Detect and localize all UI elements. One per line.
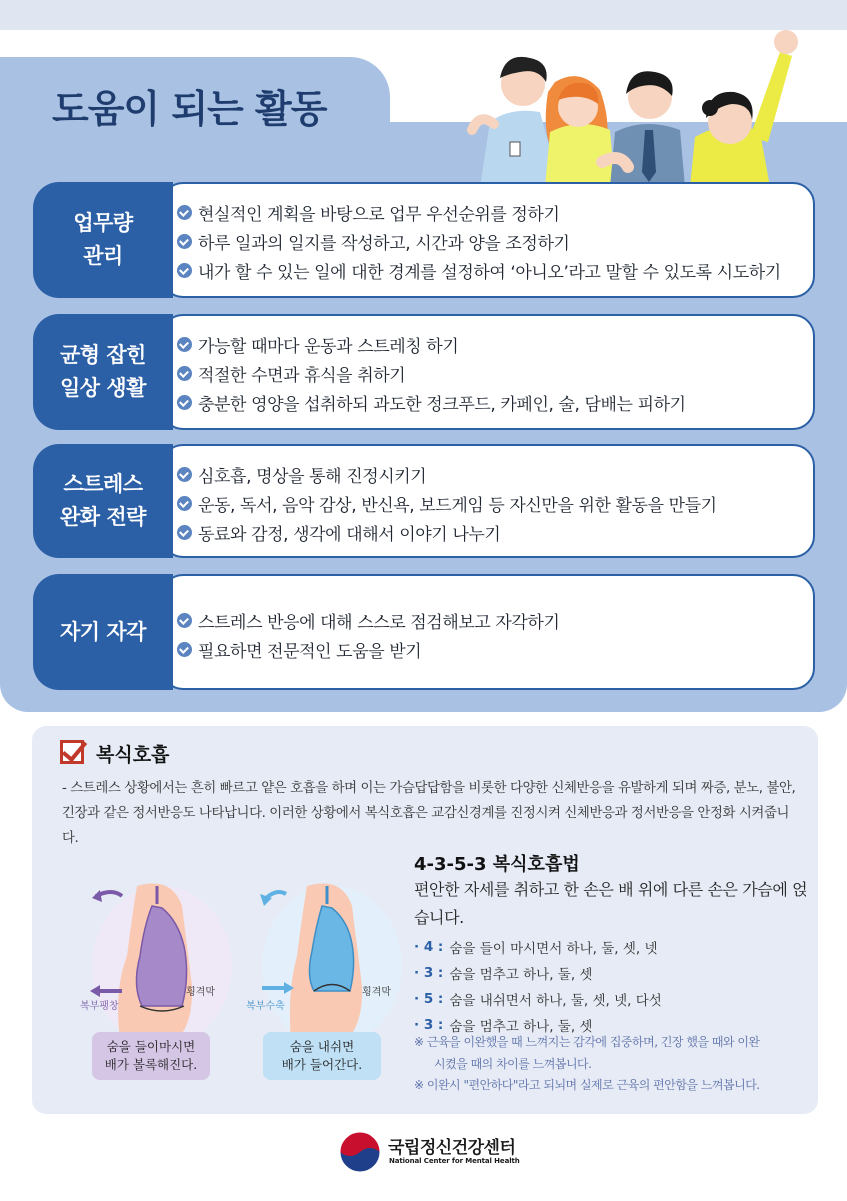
method-steps bbox=[414, 934, 814, 1038]
list-item: 가능할 때마다 운동과 스트레칭 하기 bbox=[177, 330, 813, 359]
list-item: · 3 : 숨을 멈추고 하나, 둘, 셋 bbox=[414, 1017, 593, 1035]
section-label: 업무량 관리 bbox=[33, 182, 173, 298]
section-label: 스트레스 완화 전략 bbox=[33, 444, 173, 558]
breathing-description: - 스트레스 상황에서는 흔히 빠르고 얕은 호흡을 하며 이는 가슴답답함을 비롯한 다양한 신체반응을 유발하게 되며 짜증, 분노, 불안, 긴장과 같은 정서반응도 나타납니다. 이러한 상황에서 복식호흡은 교감신경계를 진정시켜 신체반응과 정서반응을 안정화 시켜줍니다. bbox=[62, 781, 796, 846]
checkbox-icon bbox=[60, 740, 84, 764]
section-label: 자기 자각 bbox=[33, 574, 173, 690]
list-item: 내가 할 수 있는 일에 대한 경계를 설정하여 ‘아니오’라고 말할 수 있도록 시도하기 bbox=[177, 256, 813, 285]
check-circle-icon bbox=[177, 366, 192, 381]
section-body bbox=[161, 574, 815, 690]
abdomen-contract-label: 복부수축 bbox=[246, 1001, 285, 1012]
page-title: 도움이 되는 활동 bbox=[52, 87, 327, 131]
ncmh-logo-icon bbox=[338, 1130, 382, 1174]
list-item: 스트레스 반응에 대해 스스로 점검해보고 자각하기 bbox=[177, 606, 813, 635]
check-circle-icon bbox=[177, 525, 192, 540]
list-item: 현실적인 계획을 바탕으로 업무 우선순위를 정하기 bbox=[177, 198, 813, 227]
section-body bbox=[161, 314, 815, 430]
check-circle-icon bbox=[177, 263, 192, 278]
check-circle-icon bbox=[177, 467, 192, 482]
list-item: 심호흡, 명상을 통해 진정시키기 bbox=[177, 460, 813, 489]
method-title: 4-3-5-3 복식호흡법 bbox=[414, 854, 580, 875]
person-illustration-3 bbox=[602, 71, 685, 187]
abdomen-expand-label: 복부팽창 bbox=[80, 1001, 119, 1012]
list-item: · 3 : 숨을 멈추고 하나, 둘, 셋 bbox=[414, 965, 593, 983]
check-circle-icon bbox=[177, 205, 192, 220]
inhale-illustration bbox=[82, 866, 232, 1056]
check-circle-icon bbox=[177, 234, 192, 249]
list-item: 충분한 영양을 섭취하되 과도한 정크푸드, 카페인, 술, 담배는 피하기 bbox=[177, 388, 813, 417]
section-body bbox=[161, 182, 815, 298]
check-circle-icon bbox=[177, 613, 192, 628]
section-self-awareness bbox=[33, 574, 815, 690]
section-stress-relief bbox=[33, 444, 815, 558]
list-item: 적절한 수면과 휴식을 취하기 bbox=[177, 359, 813, 388]
check-circle-icon bbox=[177, 496, 192, 511]
check-circle-icon bbox=[177, 337, 192, 352]
breathing-section bbox=[32, 726, 818, 1114]
section-label: 균형 잡힌 일상 생활 bbox=[33, 314, 173, 430]
inhale-caption: 숨을 들이마시면 배가 볼록해진다. bbox=[92, 1032, 210, 1080]
note-text: 시켰을 때의 차이를 느껴봅니다. bbox=[434, 1057, 592, 1071]
people-illustration bbox=[450, 12, 820, 187]
exhale-caption: 숨을 내쉬면 배가 들어간다. bbox=[263, 1032, 381, 1080]
section-balanced-life bbox=[33, 314, 815, 430]
note-text: ※ 근육을 이완했을 때 느껴지는 감각에 집중하며, 긴장 했을 때와 이완 bbox=[414, 1035, 760, 1049]
list-item: 필요하면 전문적인 도움을 받기 bbox=[177, 635, 813, 664]
list-item: 동료와 감정, 생각에 대해서 이야기 나누기 bbox=[177, 518, 813, 547]
list-item: 하루 일과의 일지를 작성하고, 시간과 양을 조정하기 bbox=[177, 227, 813, 256]
list-item: 운동, 독서, 음악 감상, 반신욕, 보드게임 등 자신만을 위한 활동을 만들기 bbox=[177, 489, 813, 518]
list-item: · 5 : 숨을 내쉬면서 하나, 둘, 셋, 넷, 다섯 bbox=[414, 991, 662, 1009]
person-illustration-4 bbox=[690, 30, 798, 187]
exhale-illustration bbox=[252, 866, 402, 1056]
breathing-title: 복식호흡 bbox=[96, 744, 170, 766]
method-intro: 편안한 자세를 취하고 한 손은 배 위에 다른 손은 가슴에 얹습니다. bbox=[414, 880, 808, 927]
check-circle-icon bbox=[177, 642, 192, 657]
section-body bbox=[161, 444, 815, 558]
diaphragm-label: 횡격막 bbox=[186, 987, 215, 998]
org-name-en: National Center for Mental Health bbox=[389, 1157, 520, 1165]
org-name: 국립정신건강센터 bbox=[388, 1138, 516, 1158]
note-text: ※ 이완시 "편안하다"라고 되뇌며 실제로 근육의 편안함을 느껴봅니다. bbox=[414, 1078, 760, 1092]
section-workload bbox=[33, 182, 815, 298]
check-circle-icon bbox=[177, 395, 192, 410]
person-illustration-2 bbox=[545, 76, 615, 187]
diaphragm-label: 횡격막 bbox=[362, 987, 391, 998]
method-notes bbox=[414, 1031, 814, 1075]
list-item: · 4 : 숨을 들이 마시면서 하나, 둘, 셋, 넷 bbox=[414, 939, 658, 957]
